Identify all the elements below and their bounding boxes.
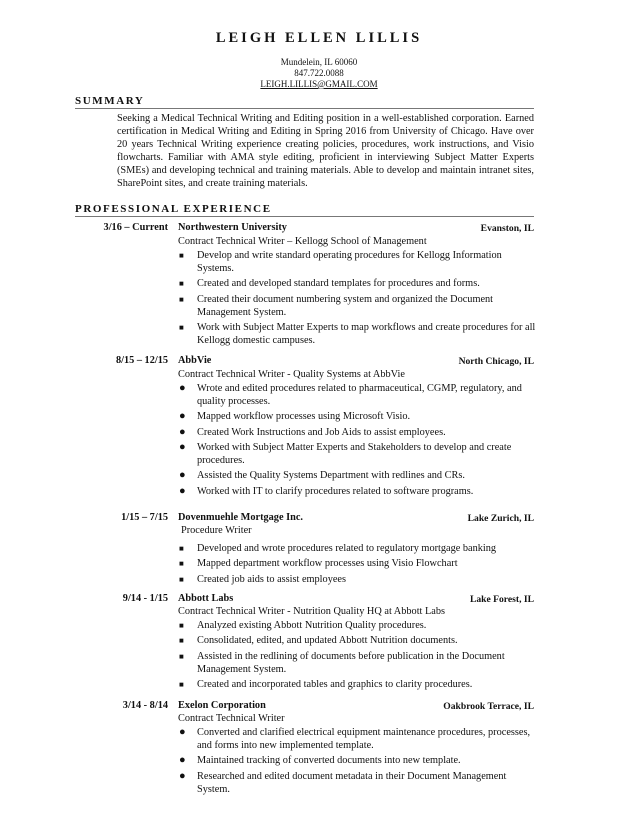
summary-heading: SUMMARY (75, 95, 145, 107)
list-item: ● Researched and edited document metadata in their Document Management System. (179, 769, 507, 795)
job-role: Contract Technical Writer - Nutrition Quality HQ at Abbott Labs (178, 606, 445, 617)
contact-city: Mundelein, IL 60060 (280, 57, 358, 67)
list-item: ● Worked with IT to clarify procedures related to software programs. (179, 484, 474, 497)
list-item: ■ Created and developed standard templates for procedures and forms. (179, 278, 480, 290)
summary-divider (75, 108, 534, 109)
job-location: Evanston, IL (480, 223, 534, 234)
summary-text: Seeking a Medical Technical Writing and Editing position in a well-established corporation. Earned certification in Medical Writing and Editing in Spring 2016 from University of Chicago. Have over 20 years Technical Writing experience creating policies, procedures, work instructions, and Visio flowcharts. Familiar with AMA style editing, proficient in interviewing Subject Matter Experts (SMEs) and developing technical and training materials. Able to develop and maintain intranet sites, SharePoint sites, and create training materials. (117, 113, 534, 189)
list-item: ● Wrote and edited procedures related to pharmaceutical, CGMP, regulatory, and quality processes. (179, 382, 522, 407)
round-bullet-icon: ● (179, 382, 186, 394)
list-item: ■ Assisted in the redlining of documents before publication in the Document Management System. (179, 650, 505, 675)
round-bullet-icon: ● (179, 425, 186, 438)
list-item: ■ Created and incorporated tables and graphics to clarity procedures. (179, 679, 473, 691)
job-role: Contract Technical Writer (178, 713, 285, 724)
list-item: ■ Created job aids to assist employees (179, 573, 346, 585)
list-item: ● Maintained tracking of converted documents into new template. (179, 754, 461, 767)
job-role: Contract Technical Writer – Kellogg School of Management (178, 236, 427, 247)
list-item: ● Converted and clarified electrical equipment maintenance procedures, processes, and forms into new implemented template. (179, 726, 531, 751)
list-item: ■ Analyzed existing Abbott Nutrition Quality procedures. (179, 620, 427, 631)
square-bullet-icon: ■ (179, 574, 184, 584)
experience-divider (75, 216, 534, 217)
job-organization: AbbVie (178, 355, 212, 366)
round-bullet-icon: ● (179, 469, 186, 482)
round-bullet-icon: ● (179, 726, 186, 738)
job-bullets (178, 543, 538, 589)
square-bullet-icon: ■ (179, 251, 184, 260)
round-bullet-icon: ● (179, 441, 186, 454)
list-item: ● Assisted the Quality Systems Department with redlines and CRs. (179, 469, 465, 482)
job-bullets (178, 250, 538, 350)
square-bullet-icon: ■ (179, 294, 184, 304)
contact-email-link[interactable]: LEIGH.LILLIS@GMAIL.COM (260, 79, 378, 89)
round-bullet-icon: ● (179, 410, 186, 423)
job-role: Procedure Writer (181, 525, 252, 536)
job-organization: Abbott Labs (178, 593, 234, 604)
job-location: North Chicago, IL (458, 356, 534, 367)
round-bullet-icon: ● (179, 769, 186, 782)
list-item: ■ Consolidated, edited, and updated Abbott Nutrition documents. (179, 635, 458, 647)
square-bullet-icon: ■ (179, 621, 184, 630)
square-bullet-icon: ■ (179, 636, 184, 646)
list-item: ■ Work with Subject Matter Experts to map workflows and create procedures for all Kellogg domestic campuses. (179, 322, 536, 346)
job-location: Lake Forest, IL (469, 594, 534, 605)
job-location: Oakbrook Terrace, IL (443, 701, 534, 712)
job-bullets (178, 620, 538, 695)
round-bullet-icon: ● (179, 484, 186, 497)
list-item: ■ Created their document numbering system and organized the Document Management System. (179, 293, 494, 318)
square-bullet-icon: ■ (179, 323, 184, 333)
square-bullet-icon: ■ (179, 680, 184, 690)
job-organization: Exelon Corporation (178, 700, 266, 711)
job-location: Lake Zurich, IL (467, 513, 534, 524)
job-organization: Northwestern University (178, 222, 287, 233)
job-bullets (178, 383, 538, 501)
list-item: ● Worked with Subject Matter Experts and Stakeholders to develop and create procedures. (179, 441, 512, 467)
experience-heading: PROFESSIONAL EXPERIENCE (75, 203, 272, 215)
list-item: ■ Mapped department workflow processes using Visio Flowchart (179, 558, 458, 570)
job-dates: 3/14 - 8/14 (122, 700, 168, 711)
round-bullet-icon: ● (179, 754, 186, 767)
list-item: ● Created Work Instructions and Job Aids to assist employees. (179, 425, 446, 438)
square-bullet-icon: ■ (179, 279, 184, 289)
list-item: ■ Developed and wrote procedures related to regulatory mortgage banking (179, 543, 497, 554)
job-dates: 3/16 – Current (103, 222, 168, 233)
contact-phone: 847.722.0088 (294, 68, 344, 78)
square-bullet-icon: ■ (179, 559, 184, 569)
job-dates: 8/15 – 12/15 (115, 355, 168, 366)
square-bullet-icon: ■ (179, 544, 184, 553)
candidate-name: LEIGH ELLEN LILLIS (215, 30, 423, 46)
job-bullets (178, 727, 538, 799)
list-item: ● Mapped workflow processes using Microsoft Visio. (179, 410, 411, 423)
job-role: Contract Technical Writer - Quality Systems at AbbVie (178, 369, 405, 380)
job-organization: Dovenmuehle Mortgage Inc. (178, 512, 303, 523)
job-dates: 9/14 - 1/15 (122, 593, 168, 604)
square-bullet-icon: ■ (179, 651, 184, 661)
job-dates: 1/15 – 7/15 (121, 512, 168, 523)
list-item: ■ Develop and write standard operating procedures for Kellogg Information Systems. (179, 250, 502, 274)
